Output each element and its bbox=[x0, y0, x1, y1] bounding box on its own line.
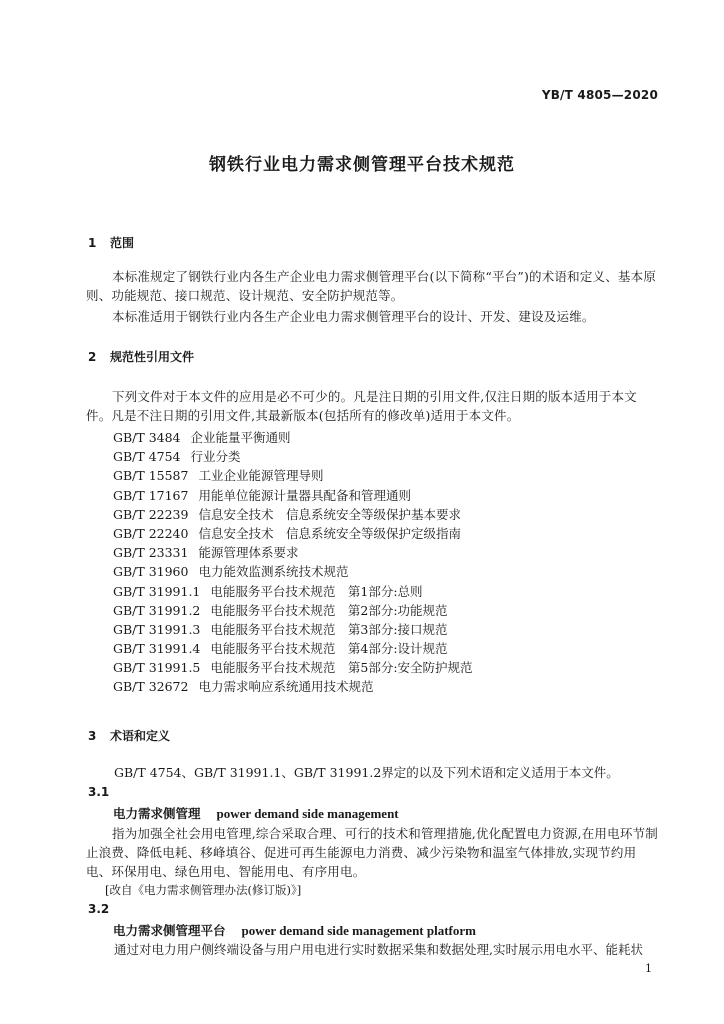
reference-item bbox=[113, 658, 473, 677]
section-3-number: 3 bbox=[88, 729, 97, 743]
reference-code: GB/T 22240 bbox=[113, 525, 189, 541]
standard-number: YB/T 4805—2020 bbox=[541, 88, 658, 102]
reference-item bbox=[113, 524, 473, 543]
section-3-heading bbox=[88, 727, 170, 744]
term-3-1-number: 3.1 bbox=[88, 785, 110, 799]
reference-title: 工业企业能源管理导则 bbox=[198, 468, 324, 484]
term-3-1-chinese: 电力需求侧管理 bbox=[113, 806, 201, 821]
section-1-heading bbox=[88, 234, 134, 251]
reference-title: 企业能量平衡通则 bbox=[190, 430, 291, 445]
reference-item bbox=[113, 466, 473, 485]
reference-item bbox=[113, 601, 473, 620]
reference-title: 电能服务平台技术规范 第1部分:总则 bbox=[210, 583, 423, 599]
section-1-title: 范围 bbox=[110, 236, 135, 250]
reference-title: 电能服务平台技术规范 第5部分:安全防护规范 bbox=[210, 660, 473, 676]
document-title: 钢铁行业电力需求侧管理平台技术规范 bbox=[209, 155, 515, 175]
reference-item bbox=[113, 428, 473, 447]
term-3-2-number: 3.2 bbox=[88, 902, 110, 916]
reference-code: GB/T 31991.2 bbox=[113, 602, 201, 618]
section-1-number: 1 bbox=[88, 236, 97, 250]
reference-code: GB/T 31991.4 bbox=[113, 641, 201, 657]
term-3-2-heading bbox=[113, 921, 476, 939]
reference-code: GB/T 32672 bbox=[113, 679, 189, 695]
term-3-1-english: power demand side management bbox=[216, 806, 399, 821]
reference-item bbox=[113, 677, 473, 696]
reference-title: 用能单位能源计量器具配备和管理通则 bbox=[198, 487, 411, 503]
reference-code: GB/T 23331 bbox=[113, 545, 189, 561]
reference-item bbox=[113, 505, 473, 524]
reference-item bbox=[113, 620, 473, 639]
reference-title: 信息安全技术 信息系统安全等级保护定级指南 bbox=[198, 525, 461, 541]
reference-code: GB/T 17167 bbox=[113, 487, 189, 503]
reference-code: GB/T 3484 bbox=[113, 430, 181, 445]
reference-title: 电能服务平台技术规范 第4部分:设计规范 bbox=[210, 641, 448, 657]
reference-item bbox=[113, 562, 473, 581]
reference-title: 行业分类 bbox=[190, 449, 241, 465]
reference-code: GB/T 31991.3 bbox=[113, 621, 201, 637]
reference-item bbox=[113, 486, 473, 505]
page-number: 1 bbox=[645, 962, 652, 975]
reference-code: GB/T 31991.1 bbox=[113, 583, 201, 599]
section-2-title: 规范性引用文件 bbox=[110, 350, 195, 364]
section-2-intro: 下列文件对于本文件的应用是必不可少的。凡是注日期的引用文件,仅注日期的版本适用于本文件。凡是不注日期的引用文件,其最新版本(包括所有的修改单)适用于本文件。 bbox=[86, 389, 637, 423]
section-1-paragraph-2: 本标准适用于钢铁行业内各生产企业电力需求侧管理平台的设计、开发、建设及运维。 bbox=[112, 309, 595, 324]
reference-code: GB/T 31960 bbox=[113, 564, 189, 580]
section-2-heading bbox=[88, 348, 194, 365]
term-3-1-definition: 指为加强全社会用电管理,综合采取合理、可行的技术和管理措施,优化配置电力资源,在用电环节制止浪费、降低电耗、移峰填谷、促进可再生能源电力消费、减少污染物和温室气体排放,实现节约用电、环保用电、绿色用电、智能用电、有序用电。 bbox=[86, 826, 658, 879]
section-1-paragraph-1: 本标准规定了钢铁行业内各生产企业电力需求侧管理平台(以下简称“平台”)的术语和定义、基本原则、功能规范、接口规范、设计规范、安全防护规范等。 bbox=[86, 269, 657, 303]
term-3-2-definition: 通过对电力用户侧终端设备与用户用电进行实时数据采集和数据处理,实时展示用电水平、能耗状 bbox=[114, 942, 643, 957]
reference-title: 信息安全技术 信息系统安全等级保护基本要求 bbox=[198, 506, 461, 522]
reference-item bbox=[113, 582, 473, 601]
reference-code: GB/T 22239 bbox=[113, 506, 189, 522]
reference-title: 电能服务平台技术规范 第2部分:功能规范 bbox=[210, 602, 448, 618]
term-3-2-english: power demand side management platform bbox=[241, 923, 476, 938]
section-3-title: 术语和定义 bbox=[110, 729, 171, 743]
section-3-intro: GB/T 4754、GB/T 31991.1、GB/T 31991.2界定的以及下列术语和定义适用于本文件。 bbox=[114, 765, 619, 780]
reference-item bbox=[113, 543, 473, 562]
reference-code: GB/T 31991.5 bbox=[113, 660, 201, 676]
reference-title: 电力需求响应系统通用技术规范 bbox=[198, 679, 374, 695]
reference-code: GB/T 4754 bbox=[113, 449, 181, 465]
reference-item bbox=[113, 447, 473, 466]
reference-code: GB/T 15587 bbox=[113, 468, 189, 484]
term-3-2-chinese: 电力需求侧管理平台 bbox=[113, 923, 226, 938]
section-2-number: 2 bbox=[88, 350, 97, 364]
term-3-1-source: [改自《电力需求侧管理办法(修订版)》] bbox=[105, 883, 302, 897]
reference-title: 电能服务平台技术规范 第3部分:接口规范 bbox=[210, 621, 448, 637]
reference-item bbox=[113, 639, 473, 658]
term-3-1-heading bbox=[113, 804, 399, 822]
reference-title: 电力能效监测系统技术规范 bbox=[198, 564, 349, 580]
normative-references-list bbox=[113, 428, 473, 697]
reference-title: 能源管理体系要求 bbox=[198, 545, 299, 561]
